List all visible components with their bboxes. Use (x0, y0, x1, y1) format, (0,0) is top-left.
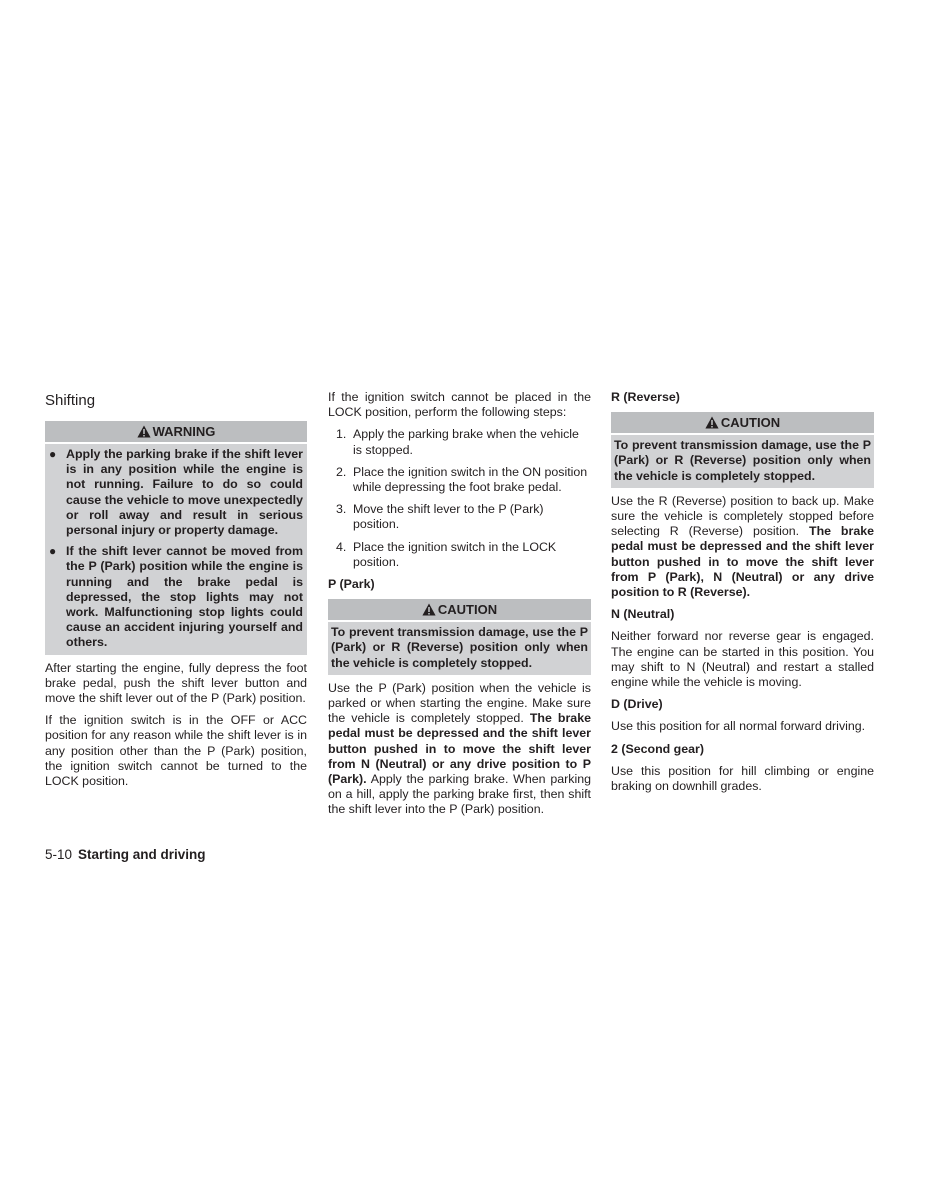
warning-bullet (49, 544, 303, 650)
step-text: Place the ignition switch in the LOCK position. (353, 539, 557, 569)
paragraph: If the ignition switch cannot be placed in the LOCK position, perform the following steps: (328, 390, 591, 420)
list-item (328, 465, 591, 495)
caution-box (328, 599, 591, 675)
warning-label: WARNING (152, 424, 216, 439)
warning-triangle-icon (137, 423, 151, 444)
warning-body (45, 444, 307, 655)
paragraph: Neither forward nor reverse gear is engaged. The engine can be started in this position. You may shift to N (Neutral) and restart a stalled engine while the vehicle is moving. (611, 629, 874, 690)
subheading-neutral: N (Neutral) (611, 607, 675, 622)
list-item (328, 427, 591, 457)
column-middle (328, 390, 591, 825)
step-number: 3. (336, 502, 347, 517)
text-run-bold: The brake pedal must be depressed and the shift lever button pushed in to move the shift lever from P (Park), N (Neutral) or any drive position to R (Reverse). (611, 524, 874, 600)
caution-label: CAUTION (720, 415, 781, 431)
caution-text: To prevent transmission damage, use the P (Park) or R (Reverse) position only when the vehicle is completely stopped. (614, 438, 871, 483)
paragraph: After starting the engine, fully depress the foot brake pedal, push the shift lever button and move the shift lever out of the P (Park) position. (45, 660, 307, 706)
page-number: 5-10 (45, 847, 73, 862)
caution-label: CAUTION (437, 602, 498, 618)
text-run: Use the R (Reverse) position to back up. Make sure the vehicle is completely stopped before selecting R (Reverse) position. (611, 493, 874, 539)
step-number: 1. (336, 427, 347, 442)
subheading-park: P (Park) (328, 577, 375, 592)
caution-text: To prevent transmission damage, use the P (Park) or R (Reverse) position only when the vehicle is completely stopped. (331, 625, 588, 670)
caution-header (611, 412, 874, 435)
bullet-dot-icon: ● (49, 447, 57, 461)
steps-list (328, 427, 591, 570)
paragraph (611, 494, 874, 600)
warning-bullet-text: Apply the parking brake if the shift lever is in any position while the engine is not running. Failure to do so could cause the vehicle to move unexpectedly or roll away and result in serious personal injury or property damage. (66, 447, 303, 538)
bullet-dot-icon: ● (49, 544, 57, 559)
warning-box (45, 421, 307, 655)
subheading-reverse: R (Reverse) (611, 390, 680, 404)
section-title: Shifting (45, 392, 96, 409)
paragraph: If the ignition switch is in the OFF or ACC position for any reason while the shift lever is in any position other than the P (Park) position, the ignition switch cannot be turned to the LOCK position. (45, 713, 307, 789)
warning-bullet (49, 447, 303, 538)
text-run: Apply the parking brake. When parking on a hill, apply the parking brake first, then shift the shift lever into the P (Park) position. (328, 772, 591, 817)
warning-triangle-icon (422, 601, 436, 622)
step-number: 4. (336, 539, 347, 554)
chapter-title: Starting and driving (78, 847, 206, 862)
step-number: 2. (336, 464, 347, 479)
list-item (328, 502, 591, 532)
subheading-second-gear: 2 (Second gear) (611, 741, 704, 756)
caution-box (611, 412, 874, 488)
column-left (45, 390, 307, 796)
step-text: Apply the parking brake when the vehicle is stopped. (353, 427, 579, 457)
step-text: Move the shift lever to the P (Park) position. (353, 502, 544, 532)
text-run: Use the P (Park) position when the vehicle is parked or when starting the engine. Make sure the vehicle is completely stopped. (328, 680, 591, 726)
paragraph: Use this position for all normal forward driving. (611, 719, 866, 734)
paragraph: Use this position for hill climbing or engine braking on downhill grades. (611, 763, 874, 794)
page-footer (45, 846, 206, 864)
text-run-bold: The brake pedal must be depressed and the shift lever button pushed in to move the shift lever from N (Neutral) or any drive position to P (Park). (328, 711, 591, 787)
caution-header (328, 599, 591, 622)
paragraph (328, 681, 591, 818)
subheading-drive: D (Drive) (611, 697, 663, 712)
warning-bullet-text: If the shift lever cannot be moved from the P (Park) position while the engine is running and the brake pedal is depressed, the stop lights may not work. Malfunctioning stop lights could cause an accident injuring yourself and others. (66, 544, 303, 650)
column-right (611, 390, 874, 801)
warning-triangle-icon (705, 414, 719, 435)
warning-header (45, 421, 307, 444)
step-text: Place the ignition switch in the ON position while depressing the foot brake pedal. (353, 464, 588, 495)
list-item (328, 540, 591, 570)
